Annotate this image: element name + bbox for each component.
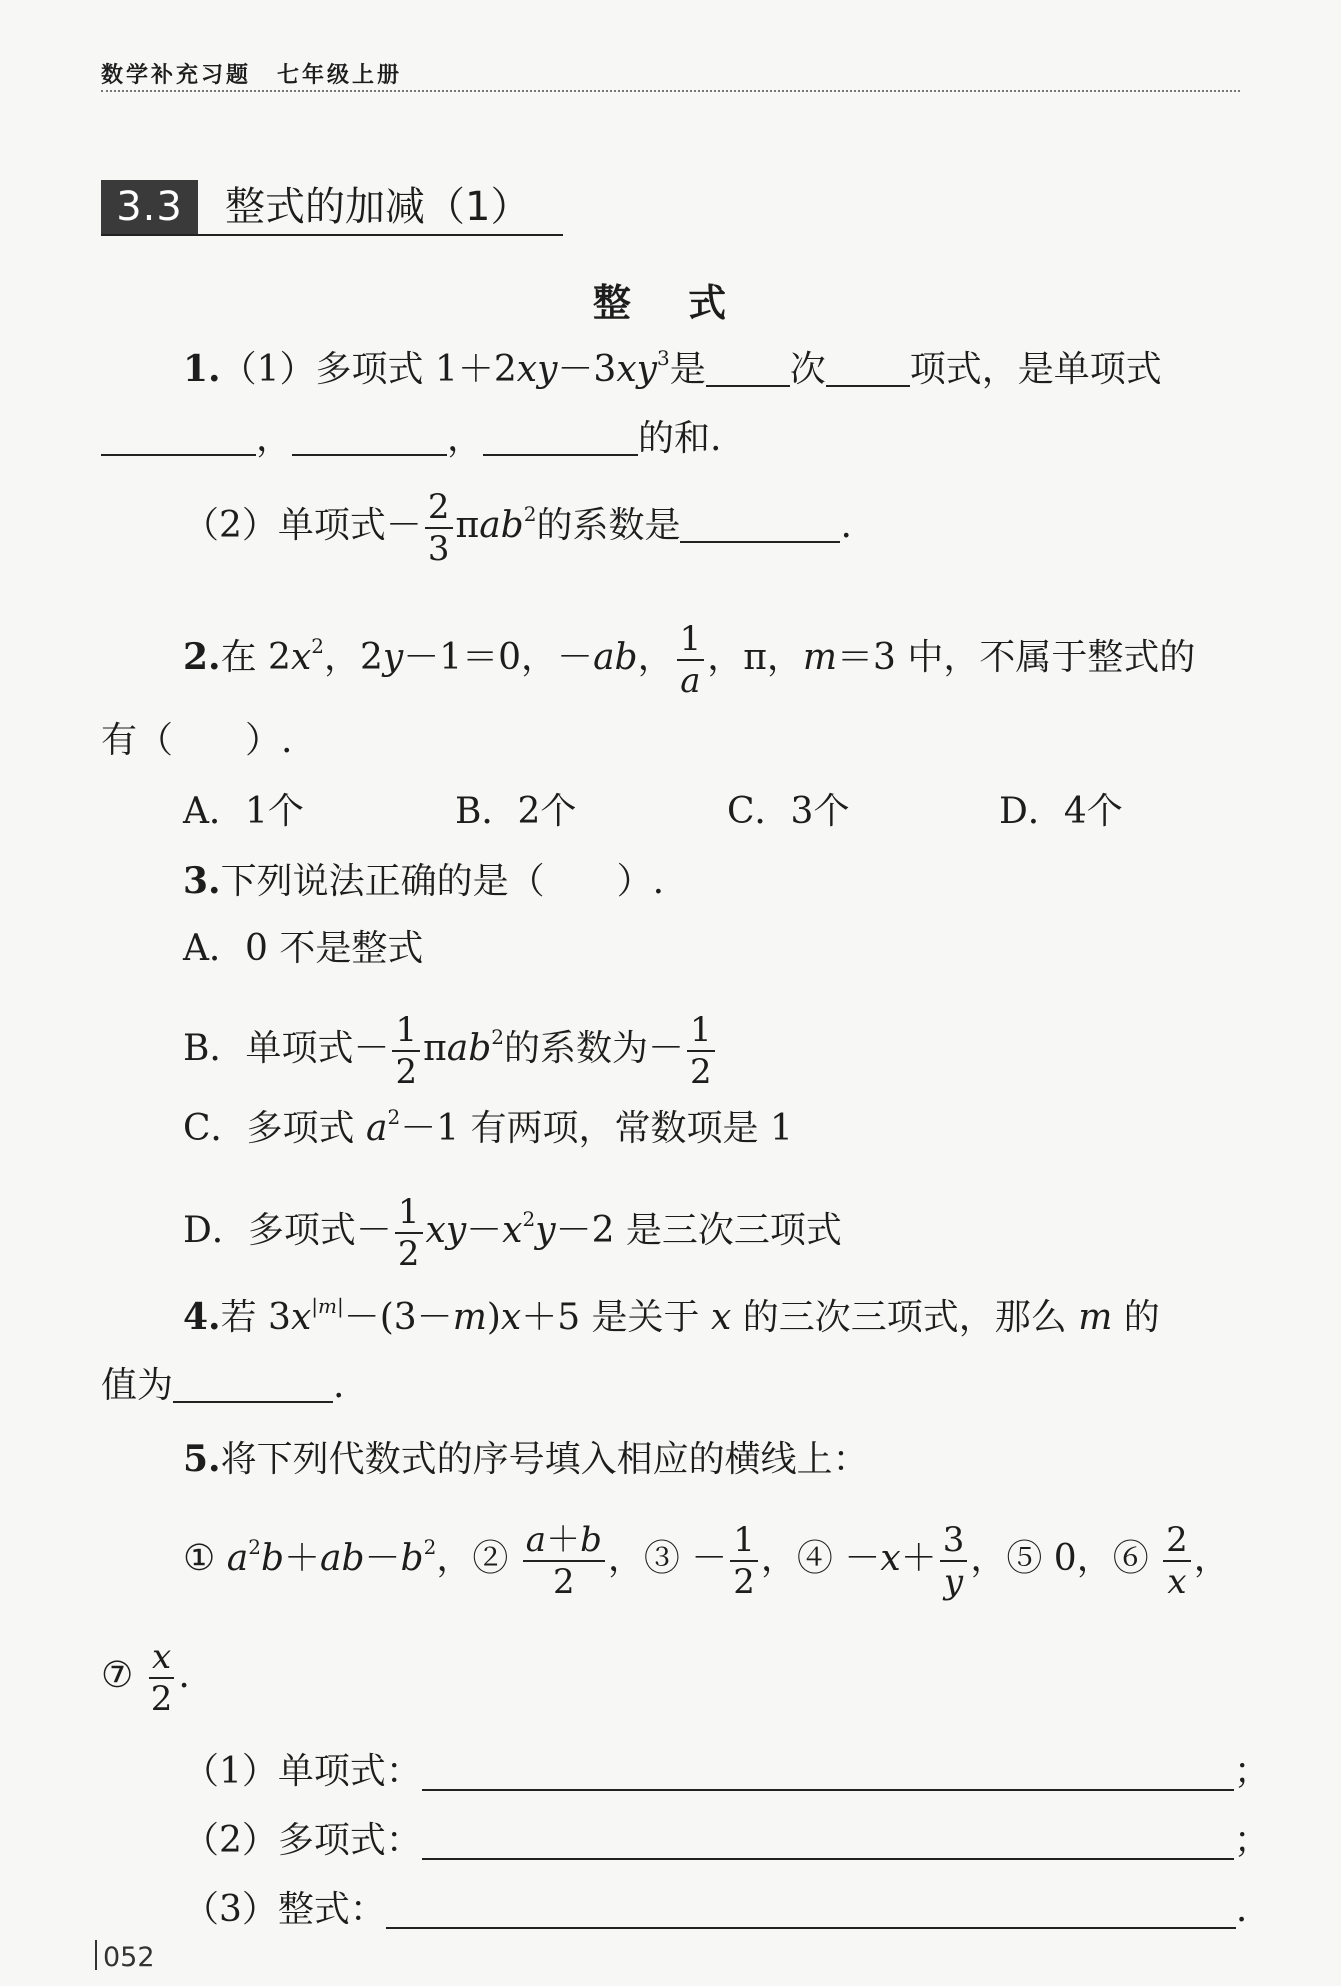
polynomial-answer-line[interactable] xyxy=(422,1820,1234,1860)
monomial-answer-line[interactable] xyxy=(422,1751,1234,1791)
question-5-sub-1: （1）单项式： ； xyxy=(183,1751,1270,1792)
question-number: 1. xyxy=(183,348,221,390)
fraction: $\frac{1}{2}$ xyxy=(395,1195,423,1271)
question-5-stem: 5.将下列代数式的序号填入相应的横线上： xyxy=(183,1438,869,1480)
fraction: $\frac{2}{3}$ xyxy=(425,490,453,566)
question-4-line-1: 4.若 $3x^{|m|}-(3-m)x+5$ 是关于 x 的三次三项式，那么 m 的 xyxy=(183,1294,1160,1338)
question-3-option-d[interactable]: D．多项式－ $\frac{1}{2}$ $xy-x^2y-2$ 是三次三项式 xyxy=(183,1192,842,1274)
question-2-option-b[interactable]: B．2个 xyxy=(455,791,577,832)
section-number: 3.3 xyxy=(101,180,198,234)
section-title: 整式的加减（1） xyxy=(225,184,531,230)
question-2-line-1: 2.在 $2x^2$，2y－1＝0，－ab， $\frac{1}{a}$ ，π，m＝3 中，不属于整式的 xyxy=(183,619,1196,701)
fraction: $\frac{1}{a}$ xyxy=(677,622,705,698)
fraction: $\frac{1}{2}$ xyxy=(687,1013,715,1089)
subsection-title: 整 式 xyxy=(592,281,749,325)
question-5-sub-3: （3）整式： . xyxy=(183,1889,1248,1930)
page-number-bar xyxy=(95,1940,97,1970)
question-2-line-2: 有（ ）. xyxy=(101,720,293,761)
term-count-blank[interactable] xyxy=(826,349,910,387)
degree-blank[interactable] xyxy=(706,349,790,387)
integral-expression-answer-line[interactable] xyxy=(386,1889,1236,1929)
grade-label: 七年级上册 xyxy=(277,63,403,88)
fraction: $\frac{a+b}{2}$ xyxy=(523,1523,605,1599)
question-2-option-d[interactable]: D．4个 xyxy=(999,791,1123,832)
monomial-blank-2[interactable] xyxy=(292,418,447,456)
book-title: 数学补充习题 xyxy=(101,63,252,88)
running-header xyxy=(101,58,402,89)
fraction: $\frac{1}{2}$ xyxy=(730,1523,758,1599)
question-3-option-c[interactable]: C．多项式 $a^2-1$ 有两项，常数项是 1 xyxy=(183,1105,793,1149)
question-4-line-2: 值为 . xyxy=(101,1365,345,1406)
question-2-option-a[interactable]: A．1个 xyxy=(183,791,304,832)
question-5-sub-2: （2）多项式： ； xyxy=(183,1820,1270,1861)
question-2-option-c[interactable]: C．3个 xyxy=(727,791,850,832)
coefficient-blank[interactable] xyxy=(680,505,840,543)
monomial-blank-3[interactable] xyxy=(483,418,638,456)
fraction: $\frac{2}{x}$ xyxy=(1163,1523,1191,1599)
fraction: $\frac{3}{y}$ xyxy=(940,1523,968,1599)
page-number: 052 xyxy=(95,1940,155,1973)
fraction: $\frac{x}{2}$ xyxy=(150,1637,173,1719)
header-divider xyxy=(101,90,1240,92)
question-1-line-1: 1.（1）多项式 $1+2xy-3xy^3$是 次 项式，是单项式 xyxy=(183,346,1162,390)
section-heading xyxy=(101,180,563,236)
fraction: $\frac{1}{2}$ xyxy=(392,1013,420,1089)
question-3-option-b[interactable]: B．单项式－ $\frac{1}{2}$ πab$^2$的系数为－ $\frac{1}{2}$ xyxy=(183,1013,718,1089)
monomial-blank-1[interactable] xyxy=(101,418,256,456)
question-3-stem: 3.下列说法正确的是（ ）. xyxy=(183,860,665,902)
question-3-option-a[interactable]: A．0 不是整式 xyxy=(183,928,424,969)
question-1-line-2: ， ， 的和. xyxy=(101,415,721,463)
value-blank[interactable] xyxy=(173,1365,333,1403)
question-5-expressions: ① $a^2b+ab-b^2$，② $\frac{a+b}{2}$ ，③ － $\frac{1}{2}$ ，④ －x＋ $\frac{3}{y}$ ，⑤ 0，⑥ $\frac{2}{x}$ ， xyxy=(183,1520,1230,1602)
question-5-expression-7: ⑦ $\frac{x}{2}$ . xyxy=(101,1637,190,1719)
question-1-part-2: （2）单项式－ $\frac{2}{3}$ πab$^2$的系数是 . xyxy=(183,487,852,569)
